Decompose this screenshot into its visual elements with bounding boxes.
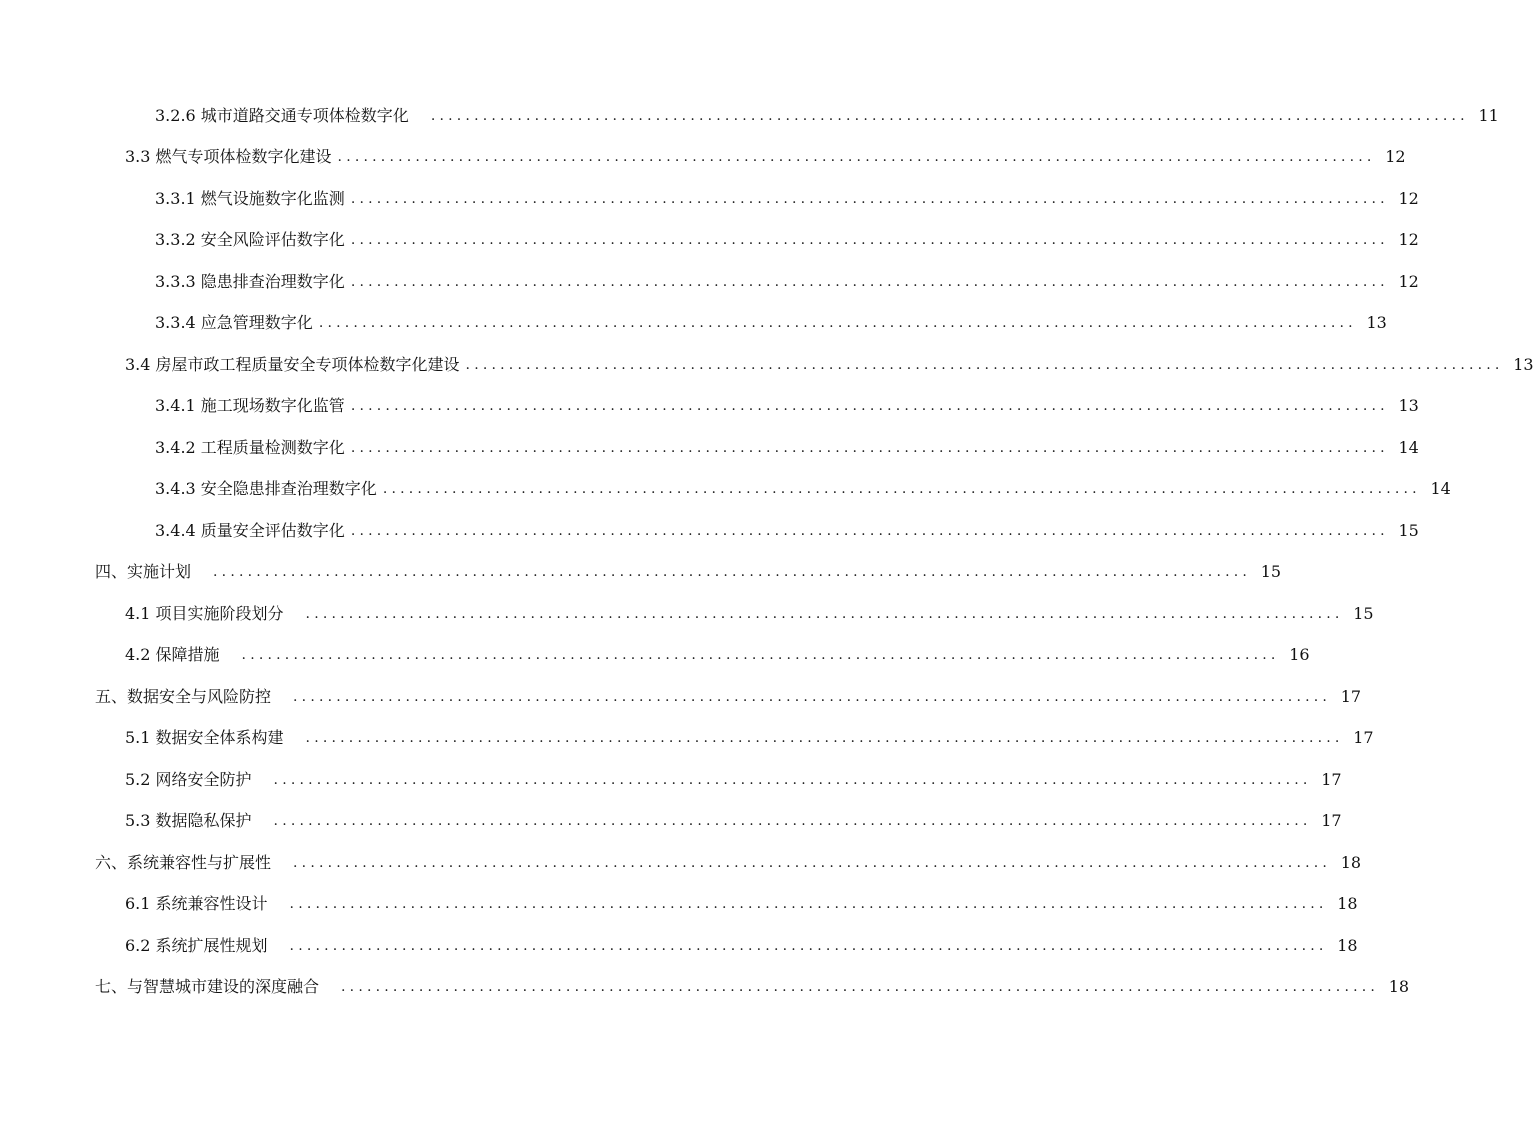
toc-entry[interactable] bbox=[0, 593, 1374, 635]
toc-entry[interactable] bbox=[0, 469, 1451, 511]
dot-leader: ........................................................................................................................ bbox=[350, 398, 1389, 415]
dot-leader: ........................................................................................................................ bbox=[430, 107, 1469, 124]
toc-entry-page-number: 13 bbox=[1366, 313, 1387, 333]
toc-entry[interactable] bbox=[0, 718, 1374, 760]
toc-entry-page-number: 18 bbox=[1340, 852, 1362, 872]
toc-entry-title: 5.1 数据安全体系构建 bbox=[125, 728, 284, 748]
toc-entry-title: 5.2 网络安全防护 bbox=[125, 769, 252, 789]
dot-leader: ........................................................................................................................ bbox=[273, 771, 1312, 788]
toc-entry[interactable] bbox=[0, 925, 1358, 967]
toc-entry-title: 3.4.1 施工现场数字化监管 bbox=[155, 396, 345, 416]
toc-entry-page-number: 14 bbox=[1430, 479, 1451, 499]
toc-entry-page-number: 18 bbox=[1337, 894, 1358, 914]
toc-entry[interactable] bbox=[0, 427, 1419, 469]
toc-entry[interactable] bbox=[0, 676, 1362, 718]
toc-entry-page-number: 14 bbox=[1398, 437, 1419, 457]
dot-leader: ........................................................................................................................ bbox=[289, 896, 1328, 913]
toc-entry-page-number: 17 bbox=[1321, 769, 1342, 789]
toc-entry-page-number: 11 bbox=[1478, 105, 1499, 125]
toc-entry-title: 3.3.3 隐患排查治理数字化 bbox=[155, 271, 345, 291]
toc-entry[interactable] bbox=[0, 842, 1362, 884]
dot-leader: ........................................................................................................................ bbox=[241, 647, 1280, 664]
dot-leader: ........................................................................................................................ bbox=[350, 190, 1389, 207]
toc-entry-page-number: 15 bbox=[1398, 520, 1419, 540]
toc-entry-title: 七、与智慧城市建设的深度融合 bbox=[95, 977, 320, 997]
dot-leader: ........................................................................................................................ bbox=[350, 273, 1389, 290]
toc-entry-page-number: 12 bbox=[1385, 147, 1406, 167]
toc-entry-page-number: 15 bbox=[1260, 562, 1282, 582]
toc-entry-title: 3.3 燃气专项体检数字化建设 bbox=[125, 147, 332, 167]
toc-entry[interactable] bbox=[0, 759, 1342, 801]
toc-entry-page-number: 17 bbox=[1353, 728, 1374, 748]
dot-leader: ........................................................................................................................ bbox=[213, 564, 1252, 581]
toc-entry-page-number: 13 bbox=[1513, 354, 1534, 374]
toc-entry-title: 4.2 保障措施 bbox=[125, 645, 220, 665]
toc-entry[interactable] bbox=[0, 261, 1419, 303]
toc-entry-title: 3.4.3 安全隐患排查治理数字化 bbox=[155, 479, 377, 499]
table-of-contents bbox=[0, 95, 1534, 1008]
toc-entry-page-number: 12 bbox=[1398, 188, 1419, 208]
toc-entry[interactable] bbox=[0, 178, 1419, 220]
toc-entry-title: 3.4 房屋市政工程质量安全专项体检数字化建设 bbox=[125, 354, 460, 374]
toc-entry[interactable] bbox=[0, 552, 1282, 594]
toc-entry-title: 5.3 数据隐私保护 bbox=[125, 811, 252, 831]
toc-entry[interactable] bbox=[0, 801, 1342, 843]
toc-entry[interactable] bbox=[0, 344, 1534, 386]
toc-entry-title: 3.3.2 安全风险评估数字化 bbox=[155, 230, 345, 250]
dot-leader: ........................................................................................................................ bbox=[273, 813, 1312, 830]
toc-entry-title: 3.3.1 燃气设施数字化监测 bbox=[155, 188, 345, 208]
toc-entry[interactable] bbox=[0, 137, 1406, 179]
toc-entry-page-number: 13 bbox=[1398, 396, 1419, 416]
toc-entry-page-number: 17 bbox=[1321, 811, 1342, 831]
toc-entry-page-number: 17 bbox=[1340, 686, 1362, 706]
dot-leader: ........................................................................................................................ bbox=[341, 979, 1380, 996]
dot-leader: ........................................................................................................................ bbox=[289, 937, 1328, 954]
toc-entry-title: 3.3.4 应急管理数字化 bbox=[155, 313, 313, 333]
dot-leader: ........................................................................................................................ bbox=[382, 481, 1421, 498]
dot-leader: ........................................................................................................................ bbox=[305, 730, 1344, 747]
toc-entry-page-number: 12 bbox=[1398, 230, 1419, 250]
dot-leader: ........................................................................................................................ bbox=[350, 232, 1389, 249]
toc-entry[interactable] bbox=[0, 303, 1387, 345]
toc-entry-title: 六、系统兼容性与扩展性 bbox=[95, 852, 272, 872]
toc-entry-title: 3.4.4 质量安全评估数字化 bbox=[155, 520, 345, 540]
toc-entry[interactable] bbox=[0, 635, 1310, 677]
dot-leader: ........................................................................................................................ bbox=[293, 854, 1332, 871]
toc-entry[interactable] bbox=[0, 967, 1410, 1009]
toc-entry-title: 6.2 系统扩展性规划 bbox=[125, 935, 268, 955]
toc-entry[interactable] bbox=[0, 510, 1419, 552]
dot-leader: ........................................................................................................................ bbox=[337, 149, 1376, 166]
dot-leader: ........................................................................................................................ bbox=[293, 688, 1332, 705]
toc-entry-page-number: 15 bbox=[1353, 603, 1374, 623]
dot-leader: ........................................................................................................................ bbox=[350, 522, 1389, 539]
toc-entry-page-number: 18 bbox=[1388, 977, 1410, 997]
dot-leader: ........................................................................................................................ bbox=[465, 356, 1504, 373]
toc-entry-title: 6.1 系统兼容性设计 bbox=[125, 894, 268, 914]
dot-leader: ........................................................................................................................ bbox=[350, 439, 1389, 456]
toc-entry-title: 五、数据安全与风险防控 bbox=[95, 686, 272, 706]
toc-entry-title: 四、实施计划 bbox=[95, 562, 192, 582]
toc-entry[interactable] bbox=[0, 95, 1499, 137]
toc-entry-page-number: 12 bbox=[1398, 271, 1419, 291]
toc-entry-title: 4.1 项目实施阶段划分 bbox=[125, 603, 284, 623]
toc-entry[interactable] bbox=[0, 884, 1358, 926]
toc-entry-page-number: 16 bbox=[1289, 645, 1310, 665]
toc-entry-title: 3.2.6 城市道路交通专项体检数字化 bbox=[155, 105, 409, 125]
dot-leader: ........................................................................................................................ bbox=[318, 315, 1357, 332]
toc-entry-title: 3.4.2 工程质量检测数字化 bbox=[155, 437, 345, 457]
toc-entry[interactable] bbox=[0, 386, 1419, 428]
toc-entry[interactable] bbox=[0, 220, 1419, 262]
dot-leader: ........................................................................................................................ bbox=[305, 605, 1344, 622]
toc-entry-page-number: 18 bbox=[1337, 935, 1358, 955]
